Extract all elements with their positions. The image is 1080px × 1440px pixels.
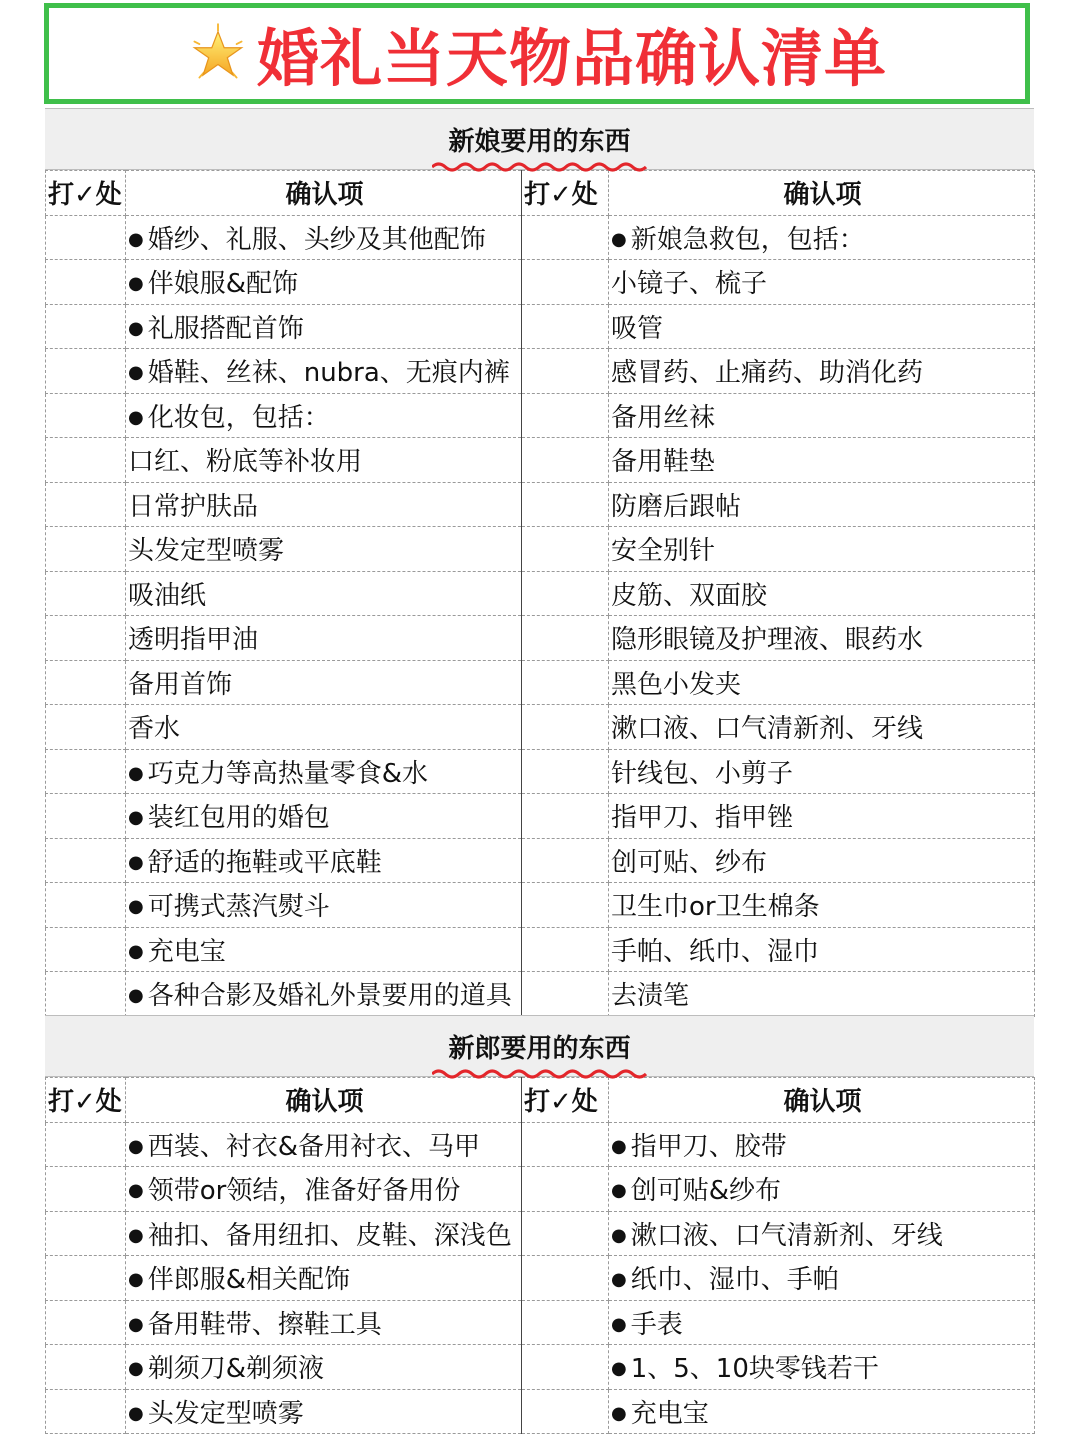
item-text: 手帕、纸巾、湿巾	[611, 936, 820, 967]
item-text: 漱口液、口气清新剂、牙线	[611, 714, 924, 745]
table-row	[46, 482, 1035, 527]
check-cell[interactable]	[522, 438, 609, 483]
item-cell	[609, 749, 1035, 794]
table-row	[46, 883, 1035, 928]
item-cell	[126, 749, 522, 794]
check-cell[interactable]	[522, 1300, 609, 1345]
item-cell	[126, 927, 522, 972]
table-row	[46, 527, 1035, 572]
item-text: 去渍笔	[611, 981, 690, 1012]
table-header-row	[46, 171, 1035, 216]
bride-checklist-table	[45, 170, 1035, 1017]
check-cell[interactable]	[46, 349, 126, 394]
item-text: ● 备用鞋带、擦鞋工具	[128, 1310, 382, 1340]
item-cell	[609, 1389, 1035, 1434]
item-text: ● 各种合影及婚礼外景要用的道具	[128, 981, 512, 1011]
check-cell[interactable]	[522, 1211, 609, 1256]
bride-section-title: 新娘要用的东西	[448, 126, 631, 157]
check-cell[interactable]	[46, 972, 126, 1017]
table-row	[46, 349, 1035, 394]
table-row	[46, 927, 1035, 972]
item-cell	[609, 304, 1035, 349]
check-cell[interactable]	[46, 1300, 126, 1345]
check-cell[interactable]	[522, 838, 609, 883]
groom-section	[45, 1015, 1034, 1434]
item-text: ● 巧克力等高热量零食&水	[128, 759, 428, 789]
check-cell[interactable]	[522, 927, 609, 972]
item-text: 透明指甲油	[128, 625, 259, 656]
item-cell	[126, 616, 522, 661]
table-row	[46, 393, 1035, 438]
item-text: ● 新娘急救包，包括：	[611, 225, 865, 255]
item-cell	[609, 883, 1035, 928]
check-cell[interactable]	[522, 1167, 609, 1212]
item-text: ● 化妆包，包括：	[128, 403, 330, 433]
check-cell[interactable]	[522, 1389, 609, 1434]
table-row	[46, 1211, 1035, 1256]
table-header-row	[46, 1078, 1035, 1123]
check-cell[interactable]	[522, 304, 609, 349]
check-column-header: 打✓处	[522, 171, 609, 216]
check-cell[interactable]	[46, 571, 126, 616]
check-cell[interactable]	[522, 393, 609, 438]
check-cell[interactable]	[522, 571, 609, 616]
item-text: ● 袖扣、备用纽扣、皮鞋、深浅色	[128, 1221, 512, 1251]
item-text: ● 头发定型喷雾	[128, 1399, 304, 1429]
check-cell[interactable]	[46, 482, 126, 527]
table-row	[46, 1300, 1035, 1345]
item-text: 安全别针	[611, 536, 716, 567]
item-text: ● 充电宝	[611, 1399, 709, 1429]
item-cell	[126, 705, 522, 750]
bride-section-header	[45, 108, 1034, 170]
item-text: ● 装红包用的婚包	[128, 803, 330, 833]
item-text: 卫生巾or卫生棉条	[611, 892, 820, 923]
table-row	[46, 616, 1035, 661]
table-row	[46, 838, 1035, 883]
item-cell	[126, 527, 522, 572]
item-text: 吸油纸	[128, 580, 207, 611]
item-cell	[126, 349, 522, 394]
item-cell	[126, 1211, 522, 1256]
item-text: ● 西装、衬衣&备用衬衣、马甲	[128, 1132, 480, 1162]
check-cell[interactable]	[46, 794, 126, 839]
check-cell[interactable]	[46, 1211, 126, 1256]
item-text: 针线包、小剪子	[611, 758, 794, 789]
item-cell	[609, 660, 1035, 705]
check-cell[interactable]	[46, 705, 126, 750]
item-text: 备用鞋垫	[611, 447, 716, 478]
check-cell[interactable]	[46, 838, 126, 883]
page-title: 婚礼当天物品确认清单	[256, 22, 887, 95]
table-row	[46, 660, 1035, 705]
table-row	[46, 1167, 1035, 1212]
check-cell[interactable]	[522, 1122, 609, 1167]
check-column-header: 打✓处	[522, 1078, 609, 1123]
item-cell	[126, 660, 522, 705]
check-cell[interactable]	[46, 927, 126, 972]
item-cell	[126, 1256, 522, 1301]
check-cell[interactable]	[46, 883, 126, 928]
item-cell	[126, 1122, 522, 1167]
table-row	[46, 972, 1035, 1017]
table-row	[46, 1389, 1035, 1434]
check-cell[interactable]	[522, 527, 609, 572]
groom-checklist-table	[45, 1077, 1035, 1434]
title-banner	[44, 3, 1030, 104]
check-cell[interactable]	[46, 749, 126, 794]
item-cell	[609, 1345, 1035, 1390]
check-cell[interactable]	[46, 1167, 126, 1212]
item-cell	[609, 482, 1035, 527]
item-text: 头发定型喷雾	[128, 536, 285, 567]
item-cell	[126, 972, 522, 1017]
item-cell	[126, 304, 522, 349]
check-cell[interactable]	[46, 438, 126, 483]
check-cell[interactable]	[522, 883, 609, 928]
table-row	[46, 304, 1035, 349]
item-cell	[609, 438, 1035, 483]
item-cell	[609, 705, 1035, 750]
item-text: 防磨后跟帖	[611, 491, 742, 522]
item-cell	[609, 972, 1035, 1017]
item-cell	[609, 215, 1035, 260]
item-text: ● 剃须刀&剃须液	[128, 1354, 324, 1384]
check-cell[interactable]	[46, 1256, 126, 1301]
groom-section-header	[45, 1015, 1034, 1077]
item-text: ● 领带or领结，准备好备用份	[128, 1176, 460, 1206]
table-row	[46, 794, 1035, 839]
table-row	[46, 1122, 1035, 1167]
check-cell[interactable]	[522, 482, 609, 527]
bride-section	[45, 108, 1034, 1017]
item-text: ● 婚鞋、丝袜、nubra、无痕内裤	[128, 358, 510, 388]
item-cell	[126, 482, 522, 527]
check-column-header: 打✓处	[46, 1078, 126, 1123]
check-cell[interactable]	[522, 660, 609, 705]
item-text: 感冒药、止痛药、助消化药	[611, 358, 924, 389]
item-text: 隐形眼镜及护理液、眼药水	[611, 625, 924, 656]
table-row	[46, 215, 1035, 260]
item-cell	[609, 794, 1035, 839]
item-text: ● 伴娘服&配饰	[128, 269, 298, 299]
check-cell[interactable]	[522, 972, 609, 1017]
check-cell[interactable]	[522, 749, 609, 794]
item-text: ● 创可贴&纱布	[611, 1176, 781, 1206]
item-text: 小镜子、梳子	[611, 269, 768, 300]
table-row	[46, 1256, 1035, 1301]
item-text: ● 1、5、10块零钱若干	[611, 1354, 879, 1384]
item-cell	[126, 215, 522, 260]
item-text: ● 充电宝	[128, 937, 226, 967]
check-cell[interactable]	[522, 1256, 609, 1301]
item-cell	[609, 927, 1035, 972]
item-cell	[609, 1300, 1035, 1345]
table-row	[46, 1345, 1035, 1390]
item-text: ● 舒适的拖鞋或平底鞋	[128, 848, 382, 878]
item-cell	[126, 260, 522, 305]
table-row	[46, 438, 1035, 483]
check-cell[interactable]	[522, 705, 609, 750]
item-cell	[609, 1211, 1035, 1256]
item-text: ● 手表	[611, 1310, 683, 1340]
item-text: ● 婚纱、礼服、头纱及其他配饰	[128, 225, 486, 255]
star-icon	[187, 23, 249, 85]
check-cell[interactable]	[522, 215, 609, 260]
item-text: ● 指甲刀、胶带	[611, 1132, 787, 1162]
check-cell[interactable]	[522, 794, 609, 839]
item-cell	[126, 838, 522, 883]
item-text: 备用丝袜	[611, 402, 716, 433]
groom-section-title: 新郎要用的东西	[448, 1033, 631, 1064]
item-text: 创可贴、纱布	[611, 847, 768, 878]
item-cell	[126, 571, 522, 616]
check-cell[interactable]	[46, 393, 126, 438]
item-cell	[126, 794, 522, 839]
item-text: 皮筋、双面胶	[611, 580, 768, 611]
item-text: ● 可携式蒸汽熨斗	[128, 892, 330, 922]
check-column-header: 打✓处	[46, 171, 126, 216]
item-column-header: 确认项	[126, 1078, 522, 1123]
item-cell	[126, 1389, 522, 1434]
item-cell	[609, 349, 1035, 394]
item-cell	[126, 1345, 522, 1390]
item-column-header: 确认项	[609, 171, 1035, 216]
item-text: 吸管	[611, 313, 664, 344]
item-text: 香水	[128, 714, 181, 745]
check-cell[interactable]	[522, 1345, 609, 1390]
table-row	[46, 260, 1035, 305]
check-cell[interactable]	[46, 1122, 126, 1167]
check-cell[interactable]	[46, 1389, 126, 1434]
check-cell[interactable]	[46, 616, 126, 661]
check-cell[interactable]	[46, 660, 126, 705]
item-text: 口红、粉底等补妆用	[128, 447, 363, 478]
item-cell	[609, 1122, 1035, 1167]
item-text: 备用首饰	[128, 669, 233, 700]
item-cell	[126, 883, 522, 928]
table-row	[46, 705, 1035, 750]
item-cell	[126, 1167, 522, 1212]
item-text: 黑色小发夹	[611, 669, 742, 700]
item-cell	[609, 616, 1035, 661]
item-cell	[609, 838, 1035, 883]
item-column-header: 确认项	[126, 171, 522, 216]
check-cell[interactable]	[522, 616, 609, 661]
item-cell	[126, 393, 522, 438]
item-cell	[609, 527, 1035, 572]
item-cell	[126, 438, 522, 483]
item-cell	[609, 260, 1035, 305]
item-cell	[609, 393, 1035, 438]
table-row	[46, 749, 1035, 794]
check-cell[interactable]	[46, 260, 126, 305]
item-cell	[609, 571, 1035, 616]
wave-underline-icon	[432, 1067, 646, 1081]
item-column-header: 确认项	[609, 1078, 1035, 1123]
check-cell[interactable]	[522, 260, 609, 305]
item-cell	[126, 1300, 522, 1345]
table-row	[46, 571, 1035, 616]
check-cell[interactable]	[46, 215, 126, 260]
item-cell	[609, 1167, 1035, 1212]
check-cell[interactable]	[522, 349, 609, 394]
item-text: ● 伴郎服&相关配饰	[128, 1265, 350, 1295]
check-cell[interactable]	[46, 304, 126, 349]
item-text: 指甲刀、指甲锉	[611, 803, 794, 834]
check-cell[interactable]	[46, 1345, 126, 1390]
item-text: 日常护肤品	[128, 491, 259, 522]
item-text: ● 纸巾、湿巾、手帕	[611, 1265, 839, 1295]
item-cell	[609, 1256, 1035, 1301]
item-text: ● 漱口液、口气清新剂、牙线	[611, 1221, 943, 1251]
check-cell[interactable]	[46, 527, 126, 572]
item-text: ● 礼服搭配首饰	[128, 314, 304, 344]
wave-underline-icon	[432, 160, 646, 174]
